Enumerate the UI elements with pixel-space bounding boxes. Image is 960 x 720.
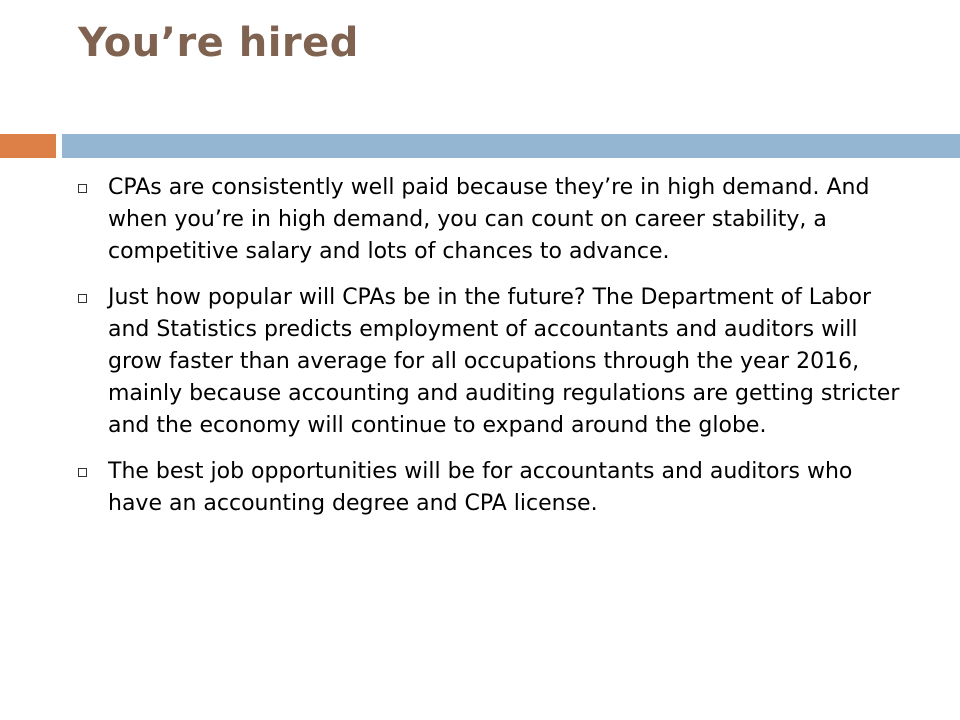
bullet-text: The best job opportunities will be for accountants and auditors who have an accounting degree and CPA license. <box>108 459 853 516</box>
hollow-square-icon <box>78 468 87 477</box>
slide-title: You’re hired <box>78 20 359 66</box>
accent-bar-blue <box>62 134 960 158</box>
bullet-item <box>78 456 908 520</box>
bullet-text: Just how popular will CPAs be in the future? The Department of Labor and Statistics predicts employment of accountants and auditors will grow faster than average for all occupations through the year 2016, mainly because accounting and auditing regulations are getting stricter and the economy will continue to expand around the globe. <box>108 285 900 438</box>
bullet-item <box>78 282 908 442</box>
bullet-list <box>78 172 908 534</box>
accent-bar-orange <box>0 134 56 158</box>
bullet-text: CPAs are consistently well paid because they’re in high demand. And when you’re in high demand, you can count on career stability, a competitive salary and lots of chances to advance. <box>108 175 870 264</box>
hollow-square-icon <box>78 184 87 193</box>
bullet-item <box>78 172 908 268</box>
hollow-square-icon <box>78 294 87 303</box>
